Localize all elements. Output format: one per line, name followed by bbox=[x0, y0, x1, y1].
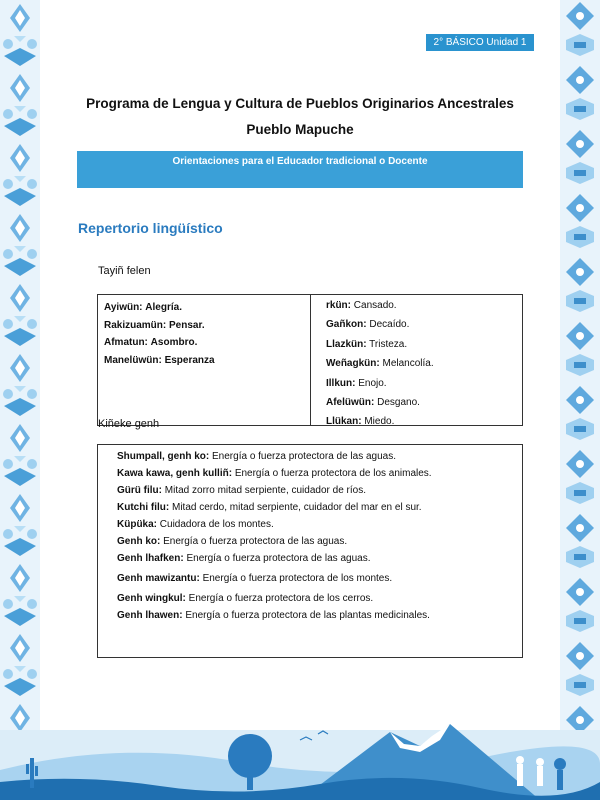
beings-table bbox=[97, 444, 523, 658]
list-item: Küpüka: Cuidadora de los montes. bbox=[117, 519, 274, 530]
grade-unit-badge: 2° BÁSICO Unidad 1 bbox=[426, 34, 534, 51]
list-item: Genh mawizantu: Energía o fuerza protectora de los montes. bbox=[117, 573, 393, 584]
vocab-row: Gañkon: Decaído. bbox=[326, 319, 410, 331]
section-heading: Repertorio lingüístico bbox=[78, 220, 223, 236]
feelings-table bbox=[97, 294, 523, 426]
vocab-row: rkün: Cansado. bbox=[326, 300, 397, 311]
list-item: Genh ko: Energía o fuerza protectora de las aguas. bbox=[117, 536, 348, 547]
landscape-illustration bbox=[0, 700, 600, 800]
list-item: Kutchi filu: Mitad cerdo, mitad serpiente, cuidador del mar en el sur. bbox=[117, 502, 422, 513]
vocab-row: Afmatun: Asombro. bbox=[104, 337, 198, 348]
list-item: Genh wingkul: Energía o fuerza protectora de los cerros. bbox=[117, 593, 374, 604]
list-item: Genh lhawen: Energía o fuerza protectora de las plantas medicinales. bbox=[117, 610, 430, 621]
feelings-left-column bbox=[104, 299, 215, 369]
people-title: Pueblo Mapuche bbox=[246, 122, 354, 137]
guidance-banner: Orientaciones para el Educador tradicional o Docente bbox=[77, 151, 523, 188]
list-item: Kawa kawa, genh kulliñ: Energía o fuerza protectora de los animales. bbox=[117, 468, 432, 479]
vocab-row: Weñagkün: Melancolía. bbox=[326, 358, 434, 370]
program-title: Programa de Lengua y Cultura de Pueblos Originarios Ancestrales bbox=[86, 96, 514, 111]
list-item: Genh lhafken: Energía o fuerza protectora de las aguas. bbox=[117, 553, 371, 564]
vocab-row: Rakizuamün: Pensar. bbox=[104, 319, 205, 331]
vocab-row: Llükan: Miedo. bbox=[326, 416, 395, 428]
list-item: Gürü filu: Mitad zorro mitad serpiente, cuidador de ríos. bbox=[117, 485, 366, 496]
feelings-right-column bbox=[326, 296, 434, 432]
vocab-row: Llazkün: Tristeza. bbox=[326, 338, 408, 350]
vocab-row: Ayiwün: Alegría. bbox=[104, 302, 182, 313]
vocab-row: Illkun: Enojo. bbox=[326, 377, 387, 389]
list-item: Shumpall, genh ko: Energía o fuerza protectora de las aguas. bbox=[117, 451, 397, 462]
feelings-heading: Tayiñ felen bbox=[98, 265, 151, 277]
beings-list bbox=[117, 448, 432, 624]
vocab-row: Manelüwün: Esperanza bbox=[104, 354, 215, 366]
vocab-row: Afelüwün: Desgano. bbox=[326, 396, 420, 408]
beings-heading: Kiñeke genh bbox=[98, 418, 160, 430]
table-divider bbox=[310, 295, 311, 425]
